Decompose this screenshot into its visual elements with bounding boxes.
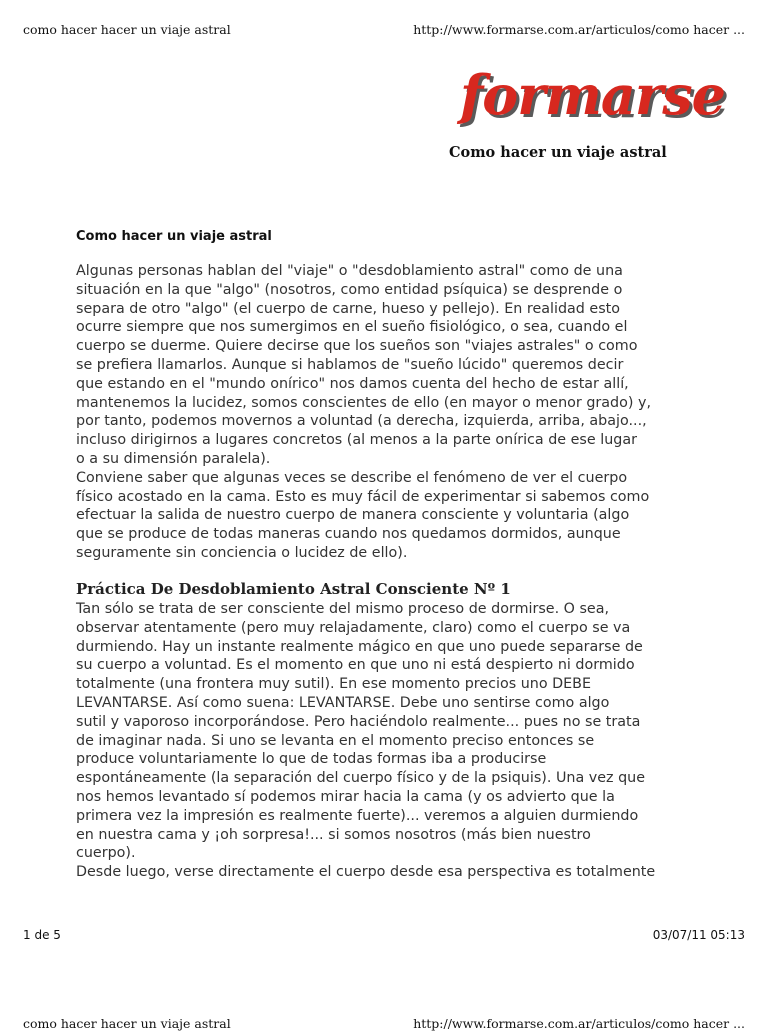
- paragraph-2: Conviene saber que algunas veces se describe el fenómeno de ver el cuerpo físico acostado en la cama. Esto es muy fácil de experimentar si sabemos como efectuar la salida de nuestro cuerpo de manera consciente y voluntaria (algo que se produce de todas maneras cuando nos quedamos dormidos, aunque seguramente sin conciencia o lucidez de ello).: [76, 469, 650, 561]
- header-title: como hacer hacer un viaje astral: [23, 22, 231, 37]
- page-subtitle: Como hacer un viaje astral: [449, 144, 667, 161]
- formarse-logo[interactable]: formarse: [460, 63, 726, 127]
- paragraph-3: Tan sólo se trata de ser consciente del mismo proceso de dormirse. O sea, observar atentamente (pero muy relajadamente, claro) como el cuerpo se va durmiendo. Hay un instante realmente mágico en que uno puede separarse de su cuerpo a voluntad. Es el momento en que uno ni está despierto ni dormido totalmente (una frontera muy sutil). En ese momento precios uno DEBE LEVANTARSE. Así como suena: LEVANTARSE. Debe uno sentirse como algo sutil y vaporoso incorporándose. Pero haciéndolo realmente... pues no se trata de imaginar nada. Si uno se levanta en el momento preciso entonces se produce voluntariamente lo que de todas formas iba a producirse espontáneamente (la separación del cuerpo físico y de la psiquis). Una vez que nos hemos levantado sí podemos mirar hacia la cama (y os advierto que la primera vez la impresión es realmente fuerte)... veremos a alguien durmiendo en nuestra cama y ¡oh sorpresa!... si somos nosotros (más bien nuestro cuerpo).: [76, 601, 646, 862]
- next-header-url[interactable]: http://www.formarse.com.ar/articulos/como hacer ...: [413, 1016, 745, 1031]
- paragraph-4: Desde luego, verse directamente el cuerpo desde esa perspectiva es totalmente: [76, 864, 656, 881]
- print-datetime: 03/07/11 05:13: [652, 928, 745, 942]
- article-intro: [76, 262, 701, 563]
- print-footer: [23, 928, 745, 942]
- section-title: Práctica De Desdoblamiento Astral Consciente Nº 1: [76, 580, 511, 598]
- print-header: [23, 22, 745, 37]
- paragraph-1: Algunas personas hablan del "viaje" o "desdoblamiento astral" como de una situación en la que "algo" (nosotros, como entidad psíquica) se desprende o separa de otro "algo" (el cuerpo de carne, hueso y pellejo). En realidad esto ocurre siempre que nos sumergimos en el sueño fisiológico, o sea, cuando el cuerpo se duerme. Quiere decirse que los sueños son "viajes astrales" o como se prefiera llamarlos. Aunque si hablamos de "sueño lúcido" queremos decir que estando en el "mundo onírico" nos damos cuenta del hecho de estar allí, mantenemos la lucidez, somos conscientes de ello (en mayor o menor grado) y, por tanto, podemos movernos a voluntad (a derecha, izquierda, arriba, abajo..., incluso dirigirnos a lugares concretos (al menos a la parte onírica de ese lugar o a su dimensión paralela).: [76, 263, 652, 467]
- article-practice: [76, 600, 701, 882]
- header-url[interactable]: http://www.formarse.com.ar/articulos/como hacer ...: [413, 22, 745, 37]
- page-number: 1 de 5: [23, 928, 61, 942]
- article-heading: Como hacer un viaje astral: [76, 229, 272, 244]
- next-header-title: como hacer hacer un viaje astral: [23, 1016, 231, 1031]
